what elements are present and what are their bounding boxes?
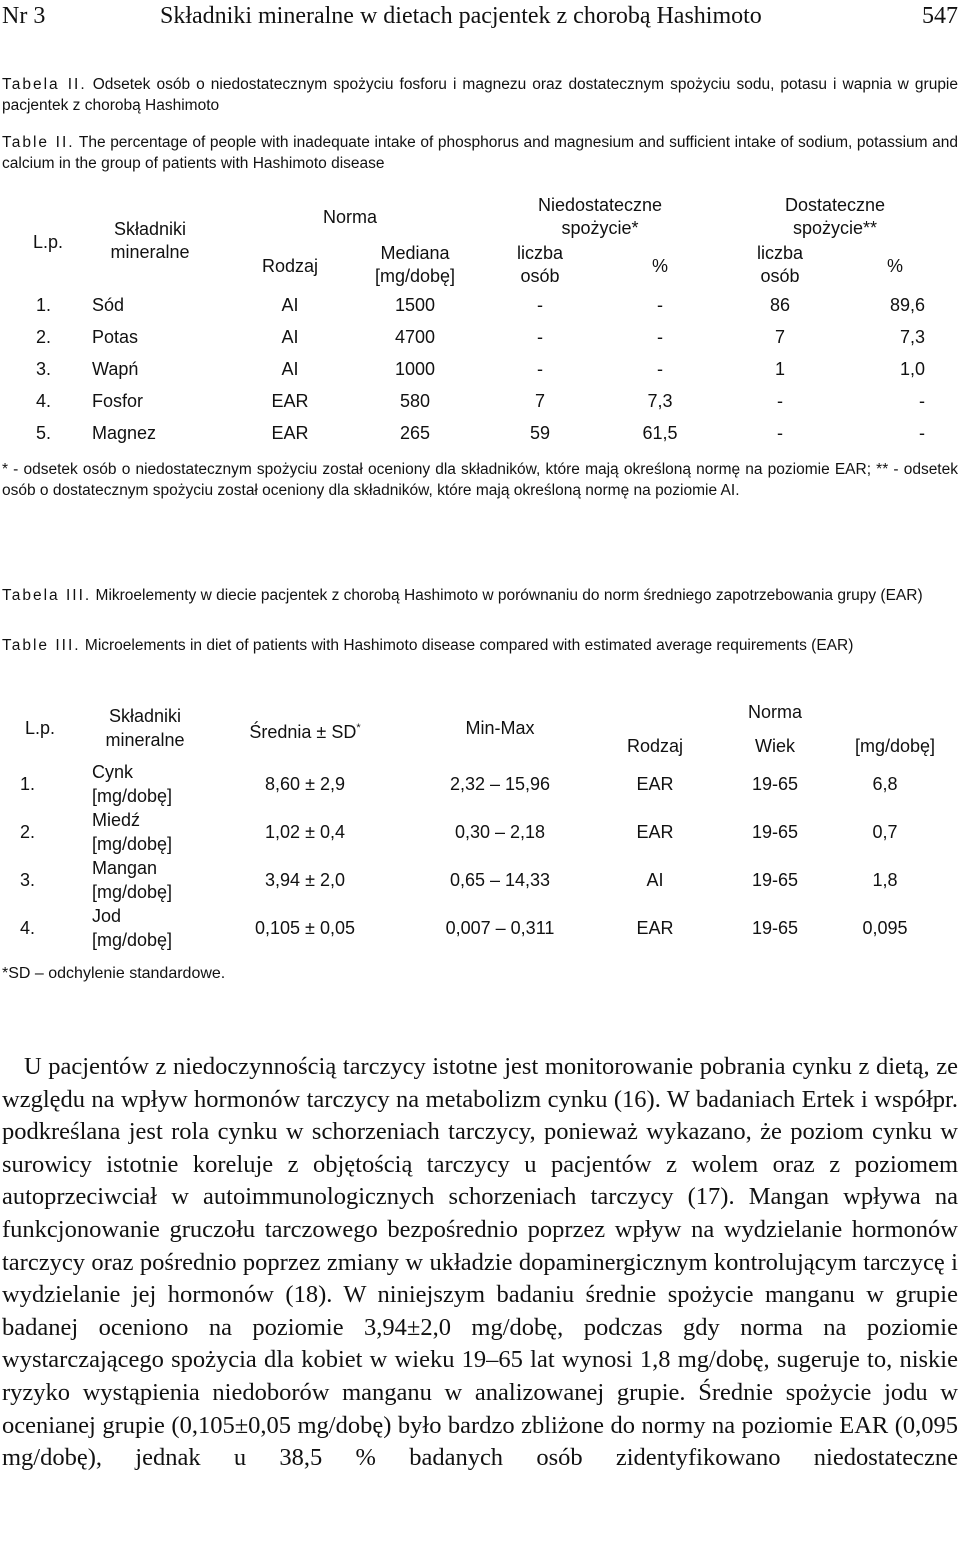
- t2-name: Wapń: [92, 359, 139, 379]
- journal-issue: Nr 3: [2, 3, 46, 29]
- table2-caption-pl-text: Odsetek osób o niedostatecznym spożyciu fosforu i magnezu oraz dostatecznym spożyciu sodu, potasu i wapnia w grupie pacjentek z chorobą Hashimoto: [2, 76, 958, 114]
- t3-header-unit: [mg/dobę]: [854, 736, 936, 756]
- t3-minmax: 0,65 – 14,33: [449, 870, 551, 890]
- t3-header-rodzaj: Rodzaj: [626, 736, 684, 756]
- t3-srednia: 1,02 ± 0,4: [265, 822, 345, 842]
- t2-header-d-osob: osób: [760, 266, 800, 286]
- t2-n-liczba: -: [537, 327, 543, 347]
- t3-norma: 0,7: [872, 822, 898, 842]
- table3-caption-en: [2, 635, 958, 656]
- t2-rodzaj: AI: [281, 327, 299, 347]
- t3-lp: 1.: [20, 774, 36, 794]
- t2-mediana: 1500: [394, 295, 436, 315]
- t3-header-norma: Norma: [747, 702, 802, 722]
- t3-unit: [mg/dobę]: [92, 930, 173, 950]
- page-number: 547: [922, 3, 958, 29]
- t2-d-pct: 7,3: [899, 327, 925, 347]
- t2-n-liczba: 59: [529, 423, 551, 443]
- t3-header-wiek: Wiek: [755, 736, 795, 756]
- t3-header-skladniki: Składniki: [108, 706, 182, 726]
- t3-wiek: 19-65: [751, 822, 799, 842]
- body-paragraph: U pacjentów z niedoczynnością tarczycy istotne jest monitorowanie pobrania cynku z dietą, ze względu na wpływ hormonów tarczycy na metabolizm cynku (16). W badaniach Ertek i współpr. podkreślana jest rola cynku w schorzeniach tarczycy, ponieważ wykazano, że poziom cynku w surowicy istotnie koreluje z objętością tarczycy u pacjentów z wolem oraz z poziomem autoprzeciwciał w autoimmunologicznych schorzeniach tarczycy (17). Mangan wpływa na funkcjonowanie gruczołu tarczowego bezpośrednio poprzez wpływ na wydzielanie hormonów tarczycy oraz pośrednio poprzez zmiany w układzie dopaminergicznym kontrolującym tarczycę i wydzielanie jej hormonów (18). W niniejszym badaniu średnie spożycie manganu w grupie badanej oceniono na poziomie 3,94±2,0 mg/dobę, podczas gdy norma na poziomie wystarczającego spożycia dla kobiet w wieku 19–65 lat wynosi 1,8 mg/dobę, sugeruje to, niskie ryzyko wystąpienia niedoborów manganu w analizowanej grupie. Średnie spożycie jodu w ocenianej grupie (0,105±0,05 mg/dobę) było bardzo zbliżone do normy na poziomie EAR (0,095 mg/dobę), jednak u 38,5 % badanych osób zidentyfikowano niedostateczne: [2, 1053, 958, 1472]
- body-paragraph-container: [2, 1051, 958, 1475]
- t3-header-srednia-sup: *: [356, 722, 361, 734]
- t3-name: Mangan: [92, 858, 158, 878]
- t3-norma: 6,8: [872, 774, 898, 794]
- t2-d-pct: -: [919, 391, 925, 411]
- t3-name: Cynk: [92, 762, 134, 782]
- t2-lp: 5.: [36, 423, 52, 443]
- t3-rodzaj: EAR: [636, 918, 674, 938]
- t2-d-liczba: -: [777, 423, 783, 443]
- table2-label-en: Table II.: [2, 134, 75, 151]
- t2-header-norma: Norma: [322, 207, 377, 227]
- table3-footnote: *SD – odchylenie standardowe.: [2, 965, 226, 982]
- t3-wiek: 19-65: [751, 918, 799, 938]
- table3-caption-en-text: Microelements in diet of patients with Hashimoto disease compared with estimated average requirements (EAR): [84, 637, 854, 654]
- t2-header-n-osob: osób: [520, 266, 560, 286]
- t2-lp: 4.: [36, 391, 52, 411]
- table2-caption-en: [2, 132, 958, 174]
- t3-rodzaj: AI: [646, 870, 664, 890]
- t3-lp: 3.: [20, 870, 36, 890]
- t2-header-mediana-unit: [mg/dobę]: [374, 266, 456, 286]
- t3-rodzaj: EAR: [636, 774, 674, 794]
- t2-d-pct: 89,6: [889, 295, 925, 315]
- t3-lp: 4.: [20, 918, 36, 938]
- table3-label-en: Table III.: [2, 637, 81, 654]
- t2-header-d-liczba: liczba: [756, 243, 804, 263]
- t2-header-d-percent: %: [886, 256, 903, 276]
- t2-mediana: 4700: [394, 327, 436, 347]
- t2-d-liczba: 7: [774, 327, 785, 347]
- table3-caption-pl-text: Mikroelementy w diecie pacjentek z chorobą Hashimoto w porównaniu do norm średniego zapotrzebowania grupy (EAR): [95, 587, 923, 604]
- t2-header-dostateczne: Dostateczne: [784, 195, 886, 215]
- t2-n-pct: 61,5: [642, 423, 678, 443]
- t2-d-liczba: -: [777, 391, 783, 411]
- t2-rodzaj: AI: [281, 359, 299, 379]
- t2-d-liczba: 1: [774, 359, 785, 379]
- table3-caption-pl: [2, 585, 958, 606]
- t2-d-pct: -: [919, 423, 925, 443]
- table2-footnote: * - odsetek osób o niedostatecznym spożyciu został oceniony dla składników, które mają określoną normę na poziomie EAR; ** - odsetek osób o dostatecznym spożyciu został oceniony dla składników, które mają określoną normę na poziomie AI.: [2, 461, 958, 499]
- t3-lp: 2.: [20, 822, 36, 842]
- t3-minmax: 2,32 – 15,96: [449, 774, 551, 794]
- t2-mediana: 580: [399, 391, 431, 411]
- t3-header-lp: L.p.: [24, 718, 56, 738]
- t2-rodzaj: EAR: [271, 391, 309, 411]
- t3-name: Miedź: [92, 810, 141, 830]
- t3-header-srednia-text: Średnia ± SD: [249, 722, 357, 742]
- t3-norma: 0,095: [862, 918, 908, 938]
- t2-n-liczba: -: [537, 359, 543, 379]
- t2-mediana: 1000: [394, 359, 436, 379]
- t2-header-niedostateczne: Niedostateczne: [537, 195, 663, 215]
- t2-lp: 3.: [36, 359, 52, 379]
- t3-header-srednia: [225, 717, 385, 744]
- t2-n-pct: 7,3: [647, 391, 673, 411]
- t2-n-pct: -: [657, 295, 663, 315]
- table2-caption-en-text: The percentage of people with inadequate intake of phosphorus and magnesium and sufficient intake of sodium, potassium and calcium in the group of patients with Hashimoto disease: [2, 134, 959, 172]
- t3-wiek: 19-65: [751, 870, 799, 890]
- t2-header-niedostateczne-2: spożycie*: [561, 218, 639, 238]
- t2-lp: 2.: [36, 327, 52, 347]
- t2-rodzaj: EAR: [271, 423, 309, 443]
- t2-header-n-liczba: liczba: [516, 243, 564, 263]
- t2-name: Fosfor: [92, 391, 144, 411]
- t2-header-rodzaj: Rodzaj: [261, 256, 319, 276]
- running-title: Składniki mineralne w dietach pacjentek z chorobą Hashimoto: [160, 3, 762, 29]
- t2-d-pct: 1,0: [899, 359, 925, 379]
- t3-srednia: 3,94 ± 2,0: [265, 870, 345, 890]
- t3-srednia: 0,105 ± 0,05: [255, 918, 355, 938]
- t2-name: Magnez: [92, 423, 157, 443]
- t3-header-minmax: Min-Max: [465, 718, 535, 738]
- t3-minmax: 0,30 – 2,18: [454, 822, 546, 842]
- t3-norma: 1,8: [872, 870, 898, 890]
- t2-mediana: 265: [399, 423, 431, 443]
- t3-header-mineralne: mineralne: [105, 730, 185, 750]
- t2-n-pct: -: [657, 359, 663, 379]
- t3-srednia: 8,60 ± 2,9: [265, 774, 345, 794]
- t2-n-liczba: -: [537, 295, 543, 315]
- t3-unit: [mg/dobę]: [92, 882, 173, 902]
- t3-unit: [mg/dobę]: [92, 834, 173, 854]
- t2-header-lp: L.p.: [32, 232, 64, 252]
- t2-name: Potas: [92, 327, 139, 347]
- t2-rodzaj: AI: [281, 295, 299, 315]
- t2-header-skladniki: Składniki: [113, 219, 187, 239]
- t2-n-pct: -: [657, 327, 663, 347]
- table2-caption-pl: [2, 74, 958, 116]
- t2-lp: 1.: [36, 295, 52, 315]
- t2-n-liczba: 7: [534, 391, 545, 411]
- t2-name: Sód: [92, 295, 125, 315]
- t3-minmax: 0,007 – 0,311: [445, 918, 555, 938]
- t2-header-n-percent: %: [651, 256, 668, 276]
- t2-d-liczba: 86: [769, 295, 791, 315]
- table2-label-pl: Tabela II.: [2, 76, 87, 93]
- t3-rodzaj: EAR: [636, 822, 674, 842]
- t2-header-dostateczne-2: spożycie**: [792, 218, 878, 238]
- t3-unit: [mg/dobę]: [92, 786, 173, 806]
- table3-label-pl: Tabela III.: [2, 587, 92, 604]
- t3-wiek: 19-65: [751, 774, 799, 794]
- t2-header-mineralne: mineralne: [110, 242, 190, 262]
- t2-header-mediana: Mediana: [380, 243, 450, 263]
- t3-name: Jod: [92, 906, 122, 926]
